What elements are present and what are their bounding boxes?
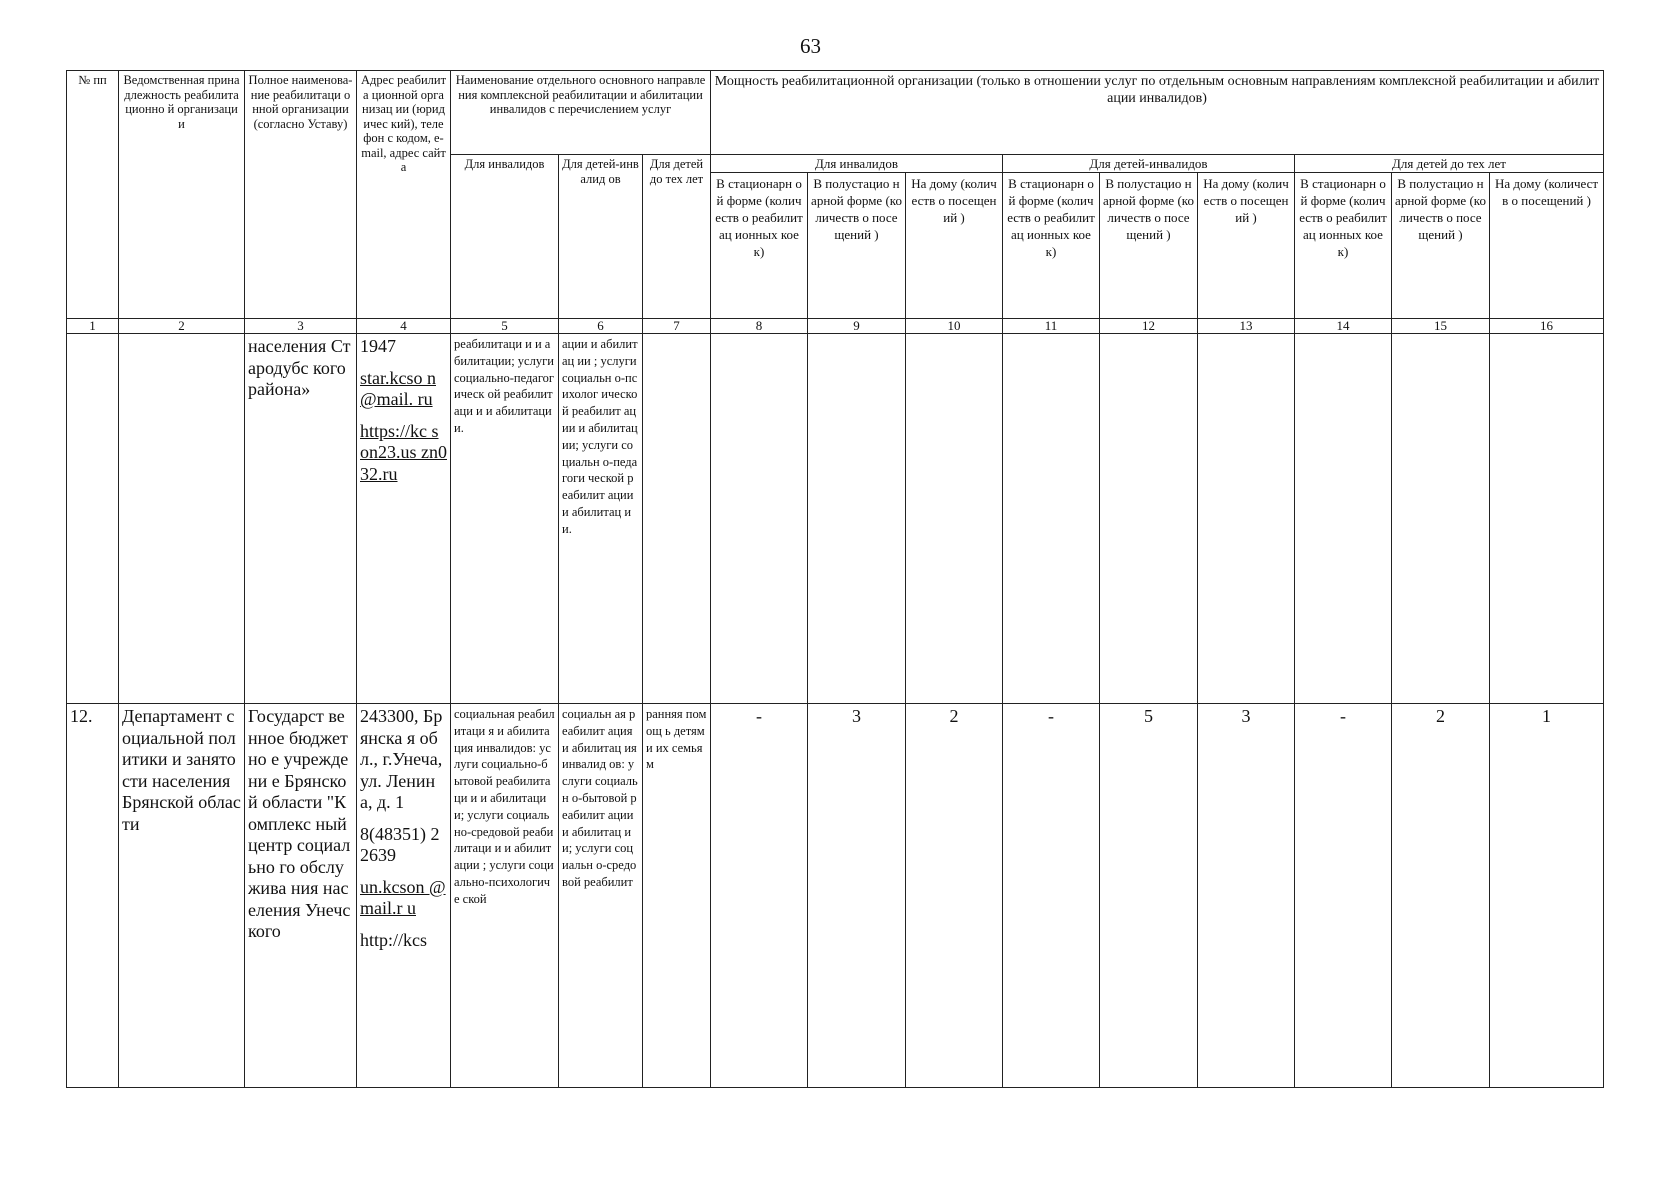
cell-empty [119, 334, 245, 704]
cell-capacity-value: 3 [1198, 704, 1295, 1088]
table-row [67, 704, 1604, 1088]
column-number: 9 [808, 319, 906, 334]
header-stationary-2: В стационарн ой форме (количеств о реабилитац ионных коек) [1003, 173, 1100, 319]
column-number: 11 [1003, 319, 1100, 334]
cell-full-name: населения Стародубс кого района» [245, 334, 357, 704]
column-number: 1 [67, 319, 119, 334]
rehab-organizations-table [66, 70, 1602, 1106]
column-number: 14 [1295, 319, 1392, 334]
website-link[interactable]: https://kc son23.us zn032.ru [360, 420, 447, 484]
column-number: 10 [906, 319, 1003, 334]
address-phone: 1947 [360, 336, 396, 356]
header-direction-group: Наименование отдельного основного направления комплексной реабилитации и абилитации инвалидов с перечислением услуг [451, 71, 711, 155]
column-number: 15 [1392, 319, 1490, 334]
header-semi-stationary-1: В полустацио нарной форме (количеств о посещений ) [808, 173, 906, 319]
cell-empty [906, 334, 1003, 704]
cell-empty [1392, 334, 1490, 704]
cell-capacity-value: - [1003, 704, 1100, 1088]
cell-capacity-value: - [711, 704, 808, 1088]
column-number: 4 [357, 319, 451, 334]
header-home-3: На дому (количеств о посещений ) [1490, 173, 1604, 319]
column-number: 5 [451, 319, 559, 334]
column-number: 3 [245, 319, 357, 334]
header-address: Адрес реабилита ционной организац ии (юридичес кий), телефон с кодом, e-mail, адрес сайта [357, 71, 451, 319]
cell-capacity-value: 5 [1100, 704, 1198, 1088]
header-group-disabled: Для инвалидов [711, 155, 1003, 173]
column-number: 13 [1198, 319, 1295, 334]
column-number: 7 [643, 319, 711, 334]
column-number: 6 [559, 319, 643, 334]
table-row [67, 334, 1604, 704]
header-stationary-3: В стационарн ой форме (количеств о реабилитац ионных коек) [1295, 173, 1392, 319]
email-link[interactable]: un.kcson @mail.r u [360, 876, 446, 918]
column-number-row [67, 319, 1604, 334]
column-number: 12 [1100, 319, 1198, 334]
header-group-children-disabled: Для детей-инвалидов [1003, 155, 1295, 173]
header-group-children-under3: Для детей до тех лет [1295, 155, 1604, 173]
cell-capacity-value: 3 [808, 704, 906, 1088]
header-dir-disabled: Для инвалидов [451, 155, 559, 319]
header-home-1: На дому (количеств о посещений ) [906, 173, 1003, 319]
cell-empty [1490, 334, 1604, 704]
cell-capacity-value: - [1295, 704, 1392, 1088]
header-semi-stationary-2: В полустацио нарной форме (количеств о посещений ) [1100, 173, 1198, 319]
cell-empty [643, 334, 711, 704]
cell-empty [1100, 334, 1198, 704]
header-capacity-group: Мощность реабилитационной организации (только в отношении услуг по отдельным основным направлениям комплексной реабилитации и абилитации инвалидов) [711, 71, 1604, 155]
header-home-2: На дому (количеств о посещений ) [1198, 173, 1295, 319]
address-text: 243300, Брянска я обл., г.Унеча, ул. Ленина, д. 1 [360, 706, 443, 812]
header-stationary-1: В стационарн ой форме (количеств о реабилитац ионных коек) [711, 173, 808, 319]
cell-affiliation: Департамент социальной политики и занятости населения Брянской области [119, 704, 245, 1088]
cell-capacity-value: 2 [906, 704, 1003, 1088]
cell-dir-children-disabled: социальн ая реабилит ация и абилитац ия инвалид ов: услуги социальн о-бытовой реабилит ации и абилитац ии; услуги социальн о-средовой реабилит [559, 704, 643, 1088]
page-number: 63 [800, 34, 821, 58]
header-dir-children-disabled: Для детей-инвалид ов [559, 155, 643, 319]
cell-capacity-value: 1 [1490, 704, 1604, 1088]
column-number: 8 [711, 319, 808, 334]
cell-dir-disabled: реабилитаци и и абилитации; услуги социально-педагогическ ой реабилитаци и и абилитации. [451, 334, 559, 704]
header-full-name: Полное наименова-ние реабилитаци онной организации (согласно Уставу) [245, 71, 357, 319]
cell-dir-children-under3: ранняя помощ ь детям и их семьям [643, 704, 711, 1088]
cell-empty [711, 334, 808, 704]
cell-empty [1295, 334, 1392, 704]
cell-address [357, 704, 451, 1088]
column-number: 16 [1490, 319, 1604, 334]
cell-full-name: Государст венное бюджетно е учреждени е Брянской области "Комплекс ный центр социально го обслужива ния населения Унечского [245, 704, 357, 1088]
cell-dir-children-disabled: ации и абилитац ии ; услуги социальн о-психолог ической реабилит ации и абилитац ии; услуги социальн о-педагоги ческой реабилит ации и абилитац ии. [559, 334, 643, 704]
column-number: 2 [119, 319, 245, 334]
cell-empty [808, 334, 906, 704]
cell-dir-disabled: социальная реабилитаци я и абилитация инвалидов: услуги социально-бытовой реабилитаци и и абилитации; услуги социально-средовой реабилитаци и и абилитации ; услуги социально-психологиче ской [451, 704, 559, 1088]
cell-address [357, 334, 451, 704]
website-text: http://kcs [360, 929, 427, 950]
cell-capacity-value: 2 [1392, 704, 1490, 1088]
phone-text: 8(48351) 22639 [360, 823, 440, 865]
table [66, 70, 1604, 1088]
cell-empty [1198, 334, 1295, 704]
cell-empty [67, 334, 119, 704]
email-link[interactable]: star.kcso n@mail. ru [360, 367, 436, 409]
cell-empty [1003, 334, 1100, 704]
header-semi-stationary-3: В полустацио нарной форме (количеств о посещений ) [1392, 173, 1490, 319]
cell-row-number: 12. [67, 704, 119, 1088]
header-affiliation: Ведомственная принадлежность реабилитационно й организации [119, 71, 245, 319]
header-dir-children-under3: Для детей до тех лет [643, 155, 711, 319]
header-no: № пп [67, 71, 119, 319]
